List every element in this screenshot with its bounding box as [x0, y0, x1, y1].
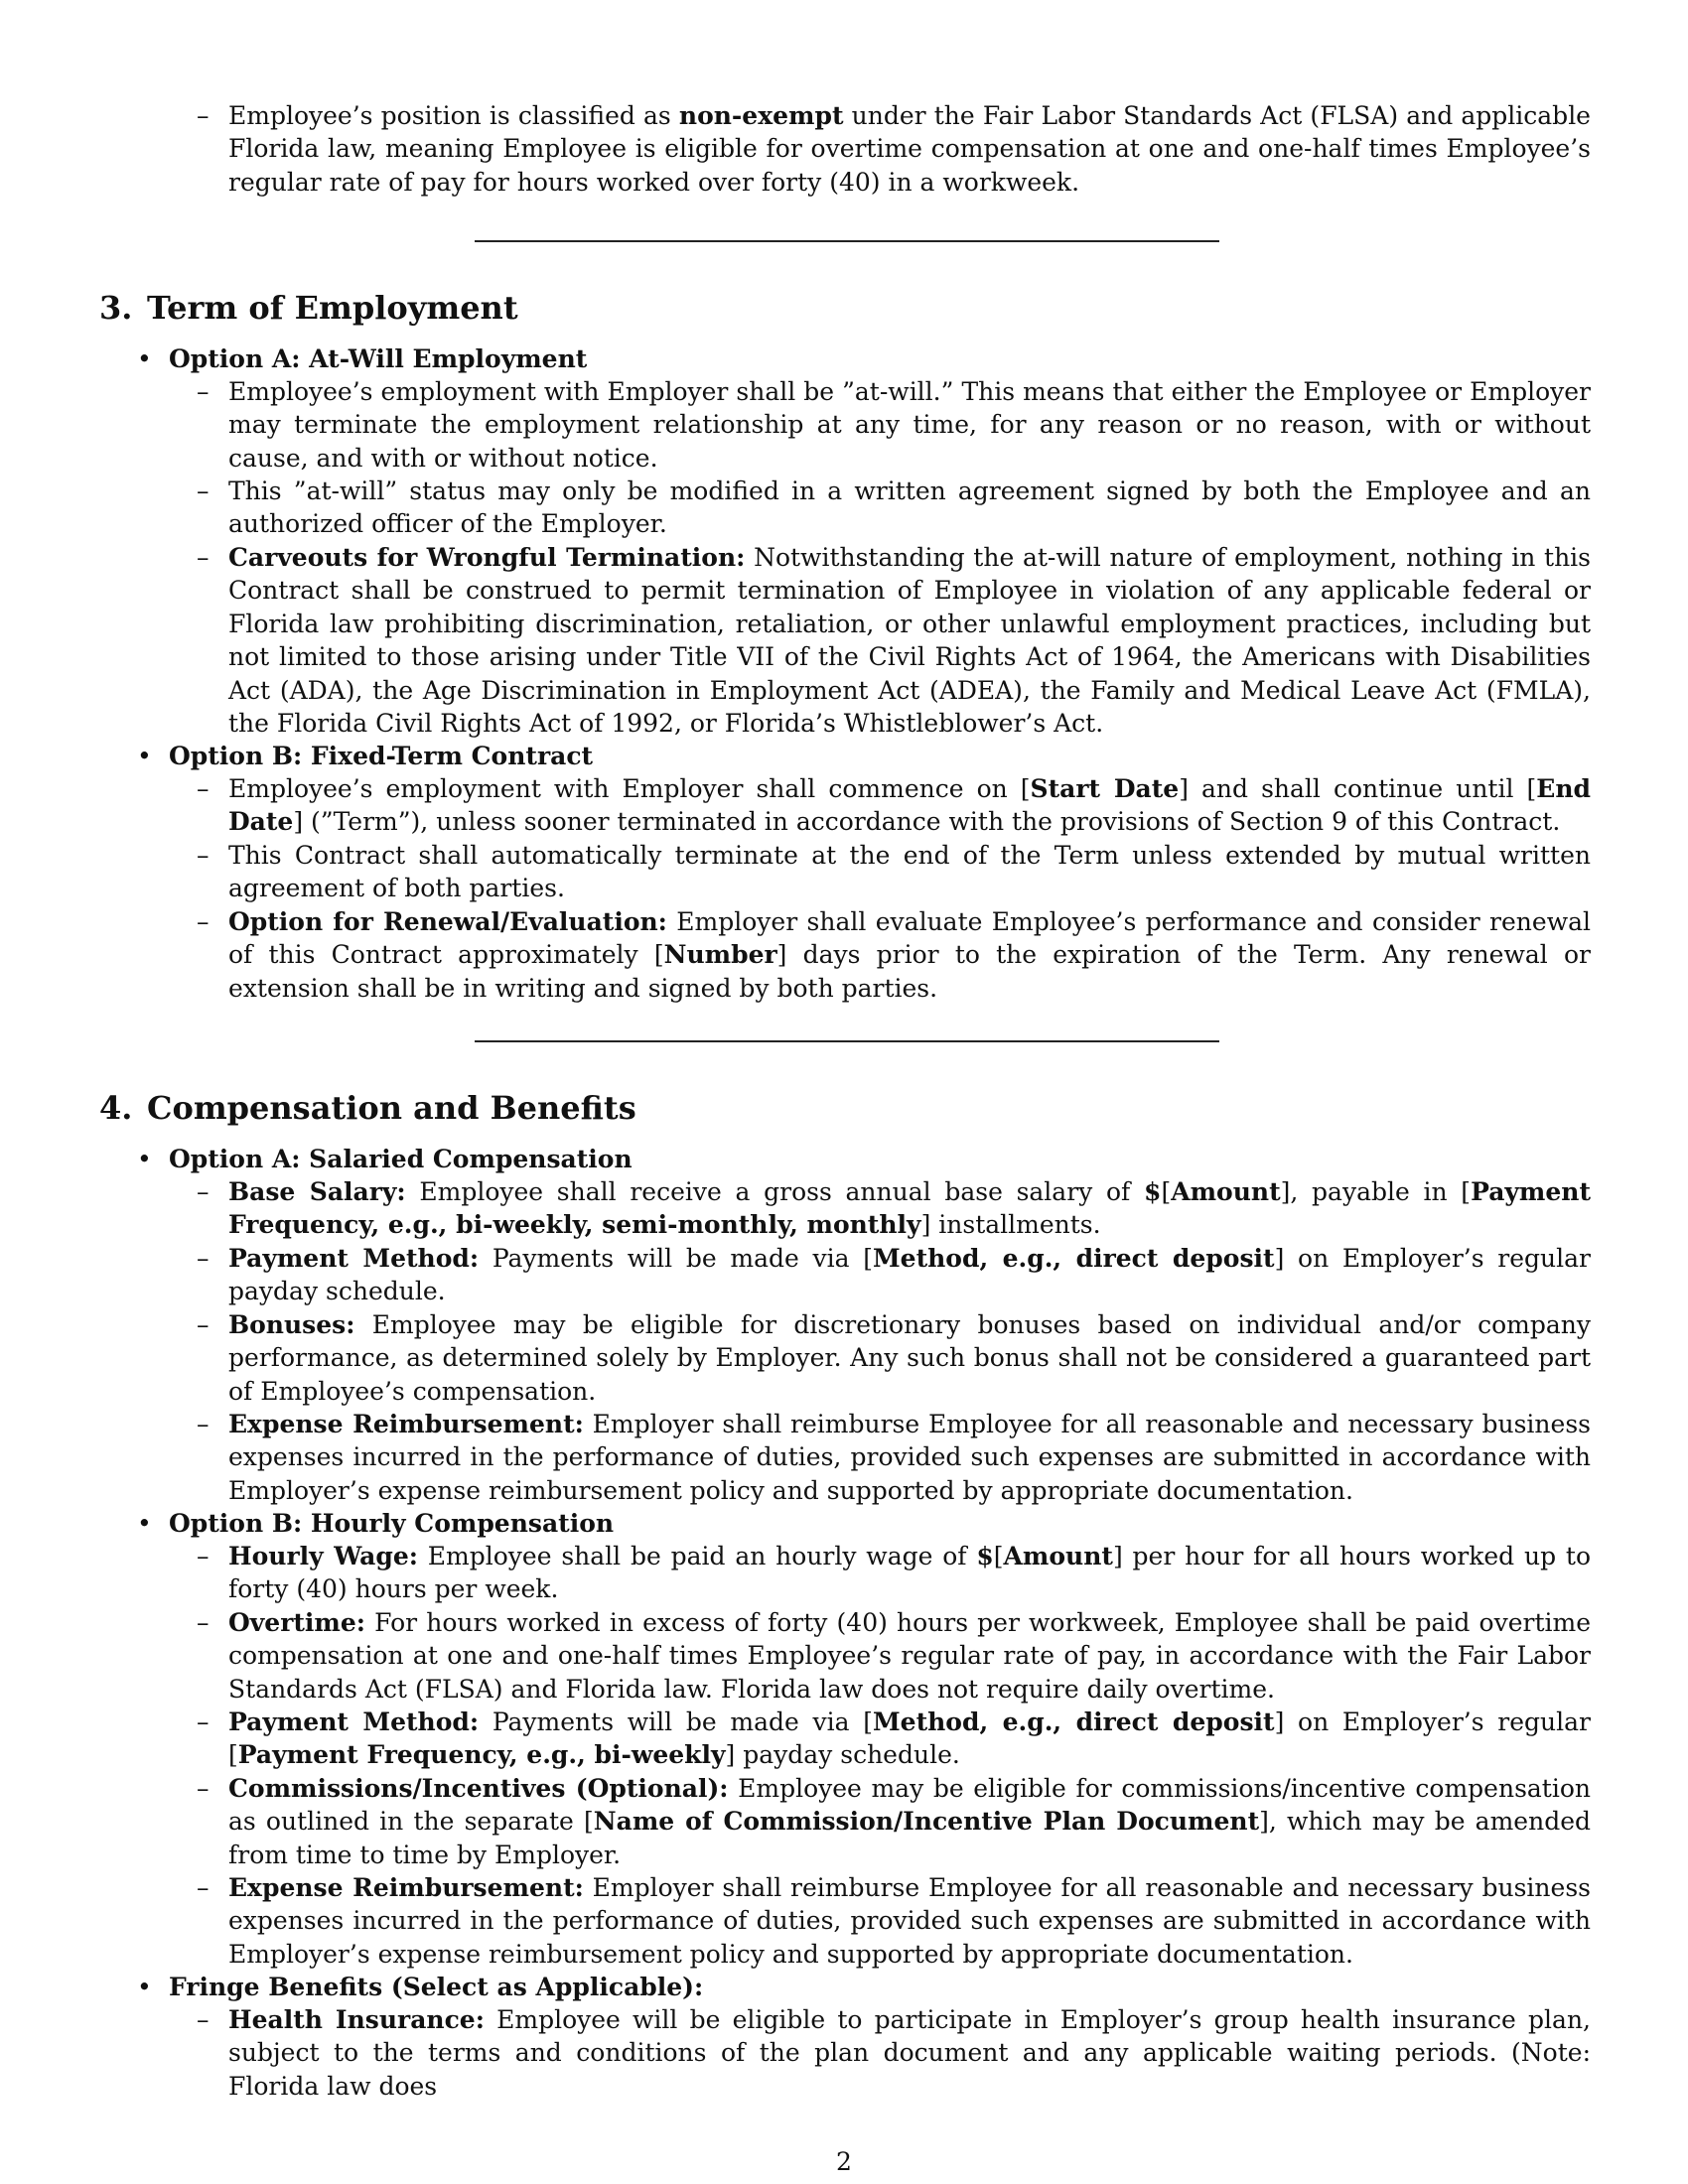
page-number: 2	[836, 2147, 852, 2176]
overtime-item: – Overtime: For hours worked in excess of forty (40) hours per workweek, Employee shall be paid overtime compensation at one and one-half times Employee’s regular rate of pay, in accordance with the Fair Labor Standards Act (FLSA) and Florida law. Florida law does not require daily overtime.	[197, 1608, 1591, 1704]
hourly-expense-reimbursement-item: – Expense Reimbursement: Employer shall reimburse Employee for all reasonable and necessary business expenses incurred in the performance of duties, provided such expenses are submitted in accordance with Employer’s expense reimbursement policy and supported by appropriate documentation.	[197, 1873, 1591, 1969]
base-salary-item: – Base Salary: Employee shall receive a gross annual base salary of $[Amount], payable in [Payment Frequency, e.g., bi-weekly, semi-monthly, monthly] installments.	[197, 1177, 1591, 1240]
automatic-termination-item: – This Contract shall automatically terminate at the end of the Term unless extended by mutual written agreement of both parties.	[197, 841, 1591, 903]
end-date-placeholder: End Date	[228, 774, 1591, 837]
section-heading-compensation-and-benefits: 4. Compensation and Benefits	[99, 1089, 636, 1127]
start-date-placeholder: Start Date	[1030, 774, 1180, 803]
wrongful-termination-carveouts-item: – Carveouts for Wrongful Termination: Notwithstanding the at-will nature of employment, nothing in this Contract shall be construed to permit termination of Employee in violation of any applicable federal or Florida law prohibiting discrimination, retaliation, or other unlawful employment practices, including but not limited to those arising under Title VII of the Civil Rights Act of 1964, the Americans with Disabilities Act (ADA), the Age Discrimination in Employment Act (ADEA), the Family and Medical Leave Act (FMLA), the Florida Civil Rights Act of 1992, or Florida’s Whistleblower’s Act.	[197, 543, 1591, 739]
fringe-benefits-label: • Fringe Benefits (Select as Applicable):	[137, 1973, 704, 2001]
list-bullet: •	[137, 344, 152, 373]
option-a-salaried-label: • Option A: Salaried Compensation	[137, 1145, 633, 1173]
section-divider	[475, 240, 1219, 242]
list-dash: –	[197, 101, 210, 130]
fixed-term-dates-item: – Employee’s employment with Employer shall commence on [Start Date] and shall continue until [End Date] (”Term”), unless sooner terminated in accordance with the provisions of Section 9 of this Contract.	[197, 774, 1591, 837]
option-b-hourly-label: • Option B: Hourly Compensation	[137, 1509, 615, 1538]
option-b-fixed-term-label: • Option B: Fixed-Term Contract	[137, 742, 594, 770]
commissions-incentives-item: – Commissions/Incentives (Optional): Employee may be eligible for commissions/incentive compensation as outlined in the separate [Name of Commission/Incentive Plan Document], which may be amended from time to time by Employer.	[197, 1774, 1591, 1869]
number-placeholder: Number	[663, 940, 777, 970]
payment-frequency-placeholder: Payment Frequency, e.g., bi-weekly, semi-monthly, monthly	[228, 1177, 1591, 1240]
hourly-wage-item: – Hourly Wage: Employee shall be paid an hourly wage of $[Amount] per hour for all hours worked up to forty (40) hours per week.	[197, 1542, 1591, 1604]
at-will-definition-item: – Employee’s employment with Employer shall be ”at-will.” This means that either the Employee or Employer may terminate the employment relationship at any time, for any reason or no reason, with or without cause, and with or without notice.	[197, 377, 1591, 473]
at-will-modification-item: – This ”at-will” status may only be modified in a written agreement signed by both the Employee and an authorized officer of the Employer.	[197, 477, 1591, 539]
option-a-at-will-label: • Option A: At-Will Employment	[169, 342, 1559, 375]
amount-placeholder: Amount	[1003, 1542, 1113, 1570]
amount-placeholder: Amount	[1171, 1177, 1281, 1206]
hourly-payment-method-item: – Payment Method: Payments will be made via [Method, e.g., direct deposit] on Employer’s regular [Payment Frequency, e.g., bi-weekly] payday schedule.	[197, 1707, 1591, 1770]
bonuses-item: – Bonuses: Employee may be eligible for discretionary bonuses based on individual and/or company performance, as determined solely by Employer. Any such bonus shall not be considered a guaranteed part of Employee’s compensation.	[197, 1310, 1591, 1406]
section-heading-term-of-employment: 3. Term of Employment	[99, 289, 518, 327]
expense-reimbursement-item: – Expense Reimbursement: Employer shall reimburse Employee for all reasonable and necessary business expenses incurred in the performance of duties, provided such expenses are submitted in accordance with Employer’s expense reimbursement policy and supported by appropriate documentation.	[197, 1410, 1591, 1505]
health-insurance-item: – Health Insurance: Employee will be eligible to participate in Employer’s group health insurance plan, subject to the terms and conditions of the plan document and any applicable waiting periods. (Note: Florida law does	[197, 2005, 1591, 2101]
payment-method-item: – Payment Method: Payments will be made via [Method, e.g., direct deposit] on Employer’s regular payday schedule.	[197, 1244, 1591, 1306]
section-divider	[475, 1040, 1219, 1042]
flsa-classification-item: – Employee’s position is classified as non-exempt under the Fair Labor Standards Act (FLSA) and applicable Florida law, meaning Employee is eligible for overtime compensation at one and one-half times Employee’s regular rate of pay for hours worked over forty (40) in a workweek.	[197, 101, 1591, 197]
renewal-evaluation-item: – Option for Renewal/Evaluation: Employer shall evaluate Employee’s performance and consider renewal of this Contract approximately [Number] days prior to the expiration of the Term. Any renewal or extension shall be in writing and signed by both parties.	[197, 907, 1591, 1003]
